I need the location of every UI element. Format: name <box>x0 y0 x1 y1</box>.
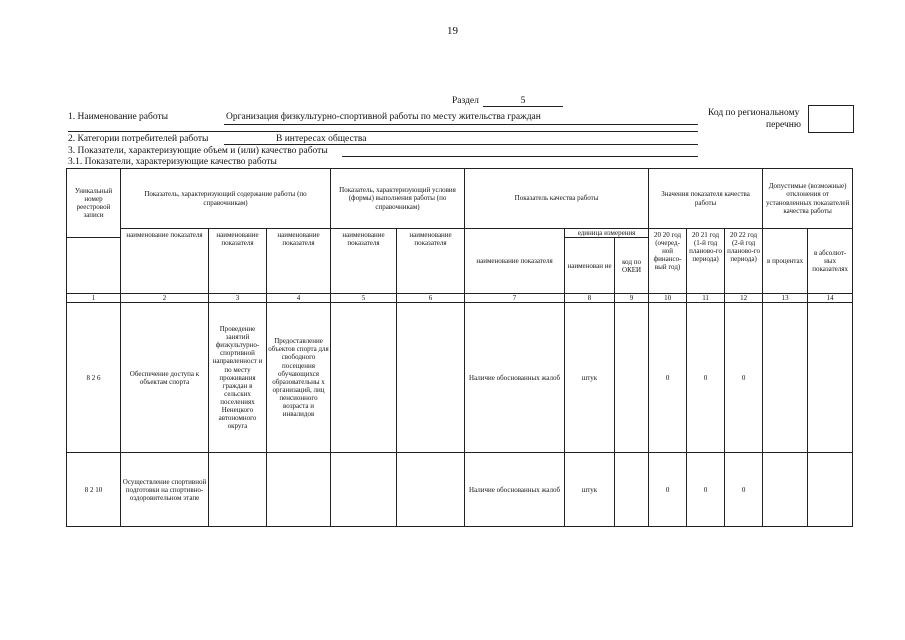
row-condition-2 <box>397 303 465 453</box>
col-number: 1 <box>67 294 121 303</box>
row-unit-name: штук <box>565 303 615 453</box>
section-label: Раздел <box>452 96 479 106</box>
row-absolute <box>808 453 853 527</box>
row-absolute <box>808 303 853 453</box>
header-content-name-3: наименование показателя <box>267 229 331 294</box>
col-number: 5 <box>331 294 397 303</box>
header-conditions-name-1: наименование показателя <box>331 229 397 294</box>
row-percent <box>763 303 808 453</box>
header-content-indicator: Показатель, характеризующий содержание работы (по справочникам) <box>121 169 331 229</box>
col-number: 9 <box>615 294 649 303</box>
header-quality-indicator: Показатель качества работы <box>465 169 649 229</box>
row-quality-name: Наличие обоснованных жалоб <box>465 453 565 527</box>
quality-indicators-label: 3.1. Показатели, характеризующие качество работы <box>68 157 277 167</box>
row-content-3: Предоставление объектов спорта для свободного посещения обучающихся образовательны х организаций, лиц пенсионного возраста и инвалидов <box>267 303 331 453</box>
code-label-1: Код по региональному <box>708 108 800 118</box>
header-unit-name: наименован ие <box>565 238 615 294</box>
row-content-3 <box>267 453 331 527</box>
row-year-3: 0 <box>725 453 763 527</box>
consumer-category-value: В интересах общества <box>276 134 367 144</box>
col-number: 8 <box>565 294 615 303</box>
table-row <box>67 453 853 527</box>
row-year-2: 0 <box>687 453 725 527</box>
col-number: 13 <box>763 294 808 303</box>
col-number: 12 <box>725 294 763 303</box>
header-allowed-deviation: Допустимые (возможные) отклонения от установленных показателей качества работы <box>763 169 853 229</box>
regional-code-box <box>808 105 854 133</box>
row-year-2: 0 <box>687 303 725 453</box>
row-year-1: 0 <box>649 303 687 453</box>
header-content-name-2: наименование показателя <box>209 229 267 294</box>
col-number: 3 <box>209 294 267 303</box>
work-name-label: 1. Наименование работы <box>68 112 169 122</box>
row-code: 8 2 6 <box>67 303 121 453</box>
row-condition-1 <box>331 303 397 453</box>
header-content-name-1: наименование показателя <box>121 229 209 294</box>
row-unit-name: штук <box>565 453 615 527</box>
header-percent: в процентах <box>763 229 808 294</box>
indicators-label: 3. Показатели, характеризующие объем и (или) качество работы <box>68 146 328 156</box>
row-okei <box>615 303 649 453</box>
header-okei: код по ОКЕИ <box>615 238 649 294</box>
work-name-underline-2 <box>68 131 698 132</box>
header-conditions-indicator: Показатель, характеризующий условия (формы) выполнения работы (по справочникам) <box>331 169 465 229</box>
col-number: 6 <box>397 294 465 303</box>
row-content-2: Проведение занятий физкультурно-спортивной направленност и по месту проживания граждан в сельских поселениях Ненецкого автономного округа <box>209 303 267 453</box>
row-okei <box>615 453 649 527</box>
col-number: 4 <box>267 294 331 303</box>
work-name-value: Организация физкультурно-спортивной работы по месту жительства граждан <box>226 112 541 122</box>
header-quality-values: Значения показателя качества работы <box>649 169 763 229</box>
consumer-category-underline <box>224 144 698 145</box>
row-content-1: Обеспечение доступа к объектам спорта <box>121 303 209 453</box>
page-number: 19 <box>447 25 458 37</box>
row-content-1: Осуществление спортивной подготовки на спортивно-оздоровительном этапе <box>121 453 209 527</box>
header-year-3: 20 22 год (2-й год планово-го периода) <box>725 229 763 294</box>
row-condition-2 <box>397 453 465 527</box>
header-conditions-name-2: наименование показателя <box>397 229 465 294</box>
indicators-underline <box>342 156 698 157</box>
header-quality-name: наименование показателя <box>465 229 565 294</box>
table-row <box>67 303 853 453</box>
col-number: 14 <box>808 294 853 303</box>
header-year-1: 20 20 год (очеред-ной финансо-вый год) <box>649 229 687 294</box>
col-number: 11 <box>687 294 725 303</box>
col-number: 10 <box>649 294 687 303</box>
header-absolute: в абсолют-ных показателях <box>808 229 853 294</box>
row-content-2 <box>209 453 267 527</box>
row-year-1: 0 <box>649 453 687 527</box>
work-name-underline <box>224 124 698 125</box>
code-label-2: перечню <box>766 120 801 130</box>
consumer-category-label: 2. Категории потребителей работы <box>68 134 209 144</box>
quality-table <box>66 168 853 527</box>
row-quality-name: Наличие обоснованных жалоб <box>465 303 565 453</box>
col-number: 2 <box>121 294 209 303</box>
col-number: 7 <box>465 294 565 303</box>
row-condition-1 <box>331 453 397 527</box>
header-year-2: 20 21 год (1-й год планово-го периода) <box>687 229 725 294</box>
header-unit: единица измерения <box>565 229 649 238</box>
row-year-3: 0 <box>725 303 763 453</box>
row-percent <box>763 453 808 527</box>
header-unique-number: Уникальный номер реестровой записи <box>67 169 121 238</box>
row-code: 8 2 10 <box>67 453 121 527</box>
section-number: 5 <box>483 96 563 107</box>
